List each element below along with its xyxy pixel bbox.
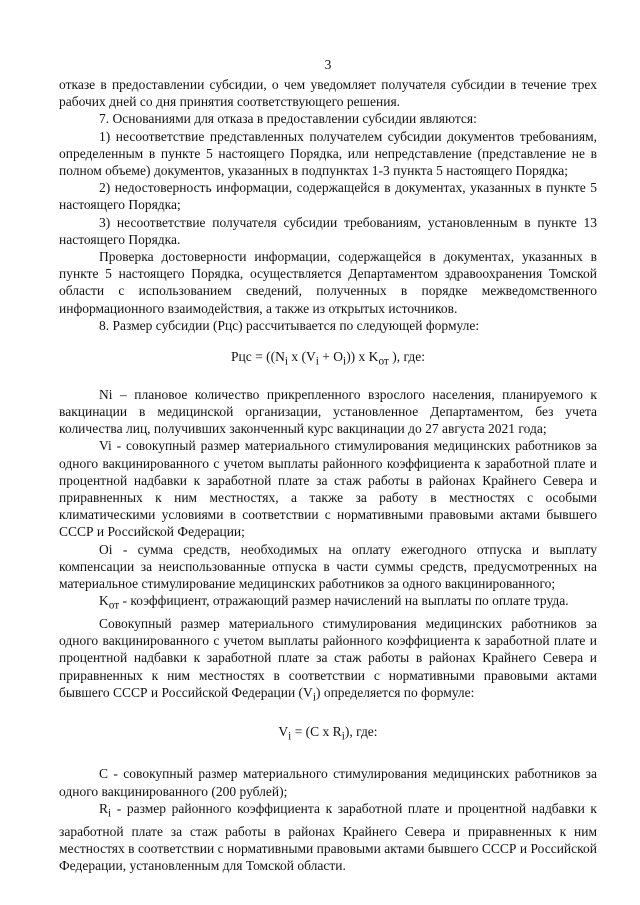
paragraph-reason-3: 3) несоответствие получателя субсидии требованиям, установленным в пункте 13 настоящего Порядка. [59, 214, 597, 247]
document-page [59, 56, 597, 874]
paragraph-verification: Проверка достоверности информации, содержащейся в документах, указанных в пункте 5 настоящего Порядка, осуществляется Департаментом здравоохранения Томской области с использованием сведений, полученных в порядке межведомственного информационного взаимодействия, а также из открытых источников. [59, 249, 597, 316]
subsidy-formula: Рцс = (($N_i$ x $(V_i + O_i)$) x $K_{от}$ ), где: [231, 349, 425, 368]
definition-ni: Ni – плановое количество прикрепленного взрослого населения, планируемого к вакцинации в медицинской организации, установленное Департаментом, без учета количества лиц, получивших законченный курс вакцинации до 27 августа 2021 года; [59, 386, 597, 437]
definition-c: С - совокупный размер материального стимулирования медицинских работников за одного вакцинированного (200 рублей); [59, 766, 597, 799]
definition-oi: Oi - сумма средств, необходимых на оплату ежегодного отпуска и выплату компенсации за неиспользованные отпуска в части суммы средств, предусмотренных на материальное стимулирование медицинских работников за одного вакцинированного; [59, 541, 597, 591]
definition-ri: $R_i$ - размер районного коэффициента к заработной плате и процентной надбавки к заработной плате за стаж работы в районах Крайнего Севера и приравненных к ним местностях в соответствии с нормативными правовыми актами бывшего СССР и Российской Федерации, установленным для Томской области. [59, 800, 597, 874]
definition-vi: Vi - совокупный размер материального стимулирования медицинских работников за одного вакцинированного с учетом выплаты районного коэффициента к заработной плате и процентной надбавки к заработной плате за стаж работы в районах Крайнего Севера и приравненных к ним местностях, а также за работу в местностях с особыми климатическими условиями в соответствии с нормативными правовыми актами бывшего СССР и Российской Федерации; [59, 438, 597, 540]
paragraph-item-7: 7. Основаниями для отказа в предоставлении субсидии являются: [99, 111, 477, 127]
paragraph-refusal-continuation: отказе в предоставлении субсидии, о чем уведомляет получателя субсидии в течение трех рабочих дней со дня принятия соответствующего решения. [59, 77, 597, 110]
paragraph-item-8: 8. Размер субсидии (Рцс) рассчитывается по следующей формуле: [99, 317, 480, 333]
definition-kot: $K_{от}$ - коэффициент, отражающий размер начислений на выплаты по оплате труда. [99, 593, 569, 612]
page-number: 3 [324, 57, 332, 72]
vi-formula: $V_i = (C$ x $R_i$), где: [278, 723, 378, 743]
paragraph-reason-1: 1) несоответствие представленных получателем субсидии документов требованиям, определенным в пункте 5 настоящего Порядка, или непредставление (представление не в полном объеме) документов, указанных в подпунктах 1-3 пункта 5 настоящего Порядка; [59, 128, 597, 179]
paragraph-vi-formula-intro: Совокупный размер материального стимулирования медицинских работников за одного вакцинированного с учетом выплаты районного коэффициента к заработной плате и процентной надбавки к заработной плате за стаж работы в районах Крайнего Севера и приравненных к ним местностях в соответствии с нормативными правовыми актами бывшего СССР и Российской Федерации $(V_i)$ определяется по формуле: [59, 616, 597, 704]
paragraph-reason-2: 2) недостоверность информации, содержащейся в документах, указанных в пункте 5 настоящего Порядка; [59, 180, 597, 213]
